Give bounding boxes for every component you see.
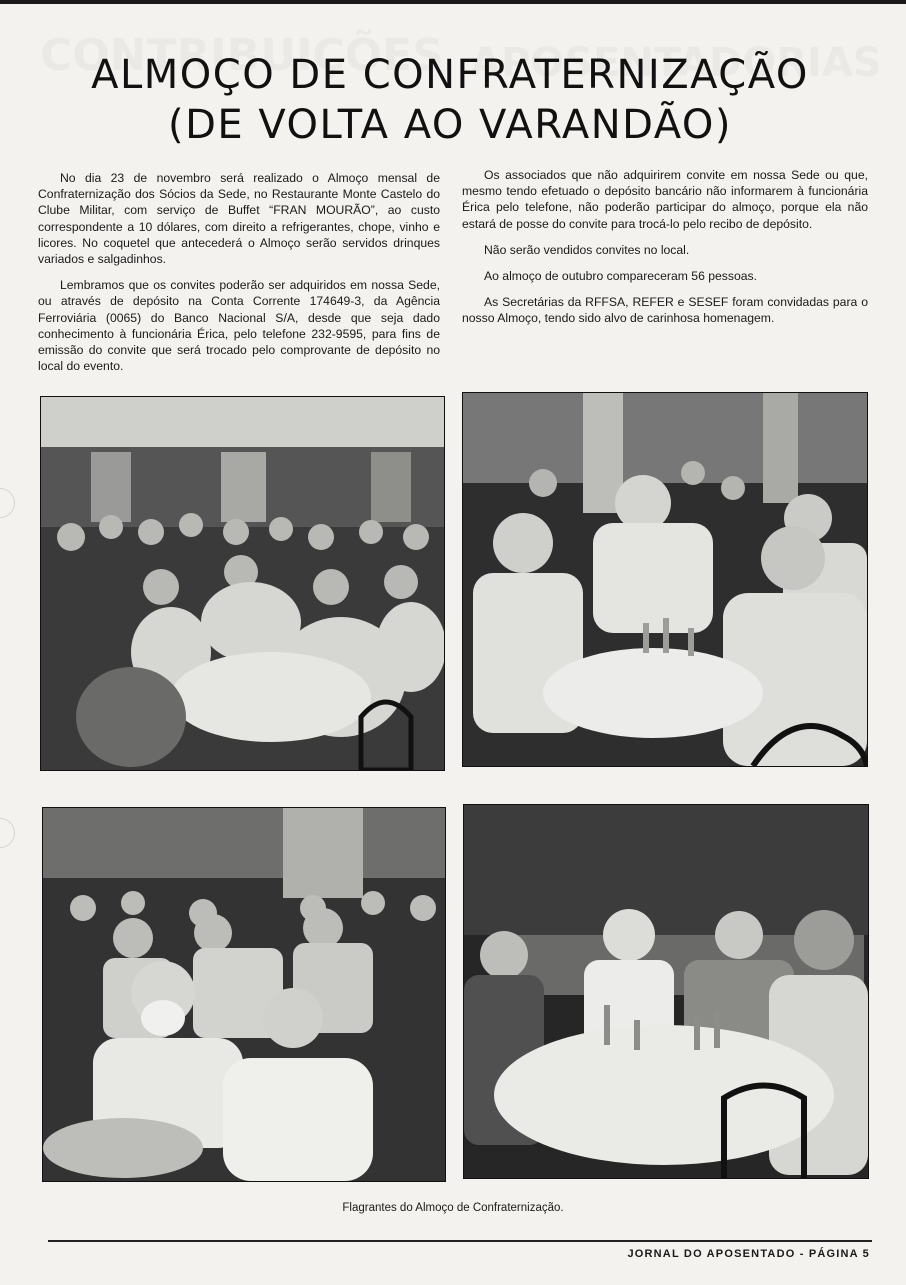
bearded-man-and-woman-photo bbox=[42, 807, 446, 1182]
headline-line-1: ALMOÇO DE CONFRATERNIZAÇÃO bbox=[91, 52, 809, 98]
paragraph-no-sales-on-site: Não serão vendidos convites no local. bbox=[484, 242, 690, 257]
headline-line-2: (DE VOLTA AO VARANDÃO) bbox=[167, 102, 733, 148]
paragraph-ticket-purchase: Lembramos que os convites poderão ser adquiridos em nossa Sede, ou através de depósito na Conta Corrente 174649-3, da Agência Ferroviária (0065) do Banco Nacional S/A, desde que seja dado conhecimento à funcionária Érica, pelo telefone 232-9595, para fins de emissão do convite que será trocado pelo comprovante de depósito no local do evento. bbox=[38, 278, 440, 374]
punch-hole bbox=[0, 488, 15, 518]
photo-caption: Flagrantes do Almoço de Confraternização. bbox=[342, 1202, 564, 1214]
page-top-border bbox=[0, 0, 906, 4]
paragraph-secretaries-tribute: As Secretárias da RFFSA, REFER e SESEF foram convidadas para o nosso Almoço, tendo sido alvo de carinhosa homenagem. bbox=[462, 295, 868, 326]
page-footer: JORNAL DO APOSENTADO - PÁGINA 5 bbox=[627, 1248, 870, 1260]
table-of-men-photo bbox=[462, 392, 868, 767]
article-headline bbox=[20, 50, 880, 150]
article-right-column bbox=[462, 167, 868, 337]
paragraph-event-details: No dia 23 de novembro será realizado o Almoço mensal de Confraternização dos Sócios da Sede, no Restaurante Monte Castelo do Clube Militar, com serviço de Buffet “FRAN MOURÃO”, ao custo correspondente a 10 dólares, com direito a refrigerantes, chope, vinho e licores. No coquetel que antecederá o Almoço serão servidos drinques variados e salgadinhos. bbox=[38, 171, 440, 267]
group-at-table-photo bbox=[463, 804, 869, 1179]
article-left-column bbox=[38, 170, 440, 384]
paragraph-october-attendance: Ao almoço de outubro compareceram 56 pessoas. bbox=[484, 269, 758, 284]
paragraph-no-invite-warning: Os associados que não adquirirem convite em nossa Sede ou que, mesmo tendo efetuado o depósito bancário não informarem à funcionária Érica pelo telefone, não poderão participar do almoço, porque ela não estará de posse do convite para trocá-lo pelo recibo de depósito. bbox=[462, 168, 868, 231]
punch-hole bbox=[0, 818, 15, 848]
footer-rule bbox=[48, 1240, 872, 1242]
crowded-dining-hall-photo bbox=[40, 396, 445, 771]
